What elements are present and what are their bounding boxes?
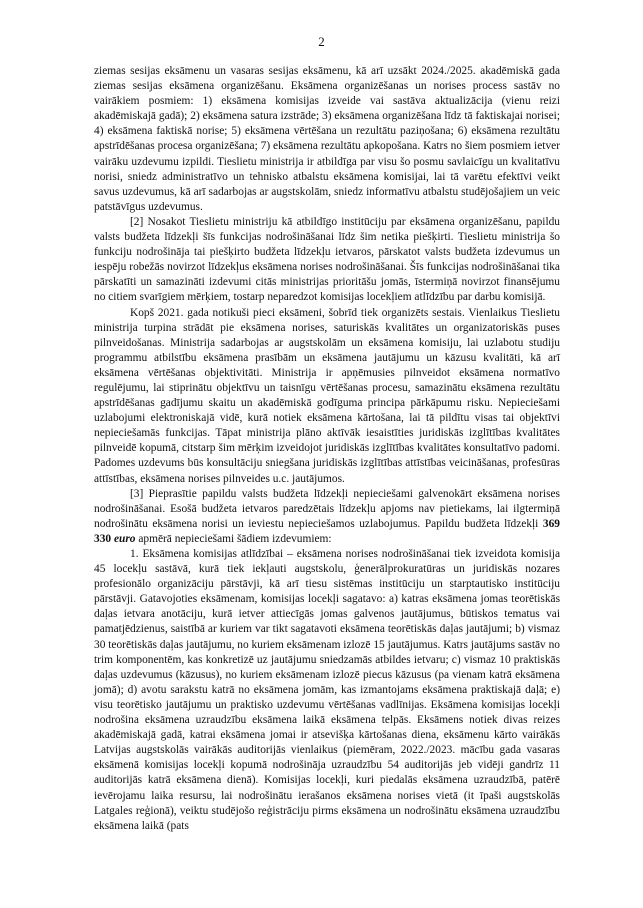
budget-amount: 369 330 [94,517,560,545]
paragraph-exam-improvements: Kopš 2021. gada notikuši pieci eksāmeni, šobrīd tiek organizēts sestais. Vienlaikus Tieslietu ministrija turpina strādāt pie eksāmena norises, saturiskās kvalitātes un organizatoriskās puses pilnveidošanas. Ministrija sadarbojas ar augstskolām un eksāmena komisiju, lai uzlabotu studiju programmu atbilstību eksāmena prasībām un eksāmena jautājumu un kāzusu kvalitāti, kā arī eksāmena vērtēšanas objektivitāti. Ministrija ir apņēmusies pilnveidot eksāmena normatīvo regulējumu, lai stiprinātu objektīvu un taisnīgu vērtēšanas procesu, samazinātu eksāmena rezultātu apstrīdēšanas gadījumu skaitu un akadēmiskā godīguma principa pārkāpumu risku. Nepieciešami uzlabojumi elektroniskajā vidē, kurā notiek eksāmena kārtošana, lai tā pildītu visas tai objektīvi nepieciešamās funkcijas. Tāpat ministrija plāno aktīvāk iesaistīties juridiskās izglītības kvalitātes pilnveidē kopumā, citstarp šim mērķim izveidojot juridiskās izglītības kvalitātes konsultatīvo padomi. Padomes uzdevums būs konsultāciju sniegšana juridiskās izglītības attīstības veicināšanas, profesūras attīstības, eksāmena norises pilnveides u.c. jautājumos. [94,306,560,485]
paragraph-3-budget-request [94,487,560,547]
document-body [94,64,560,834]
paragraph-commission-remuneration: 1. Eksāmena komisijas atlīdzībai – eksāmena norises nodrošināšanai tiek izveidota komisija 45 locekļu sastāvā, kurā tiek iekļauti augstskolu, ģenerālprokuratūras un juridiskās nozares profesionālo organizāciju pārstāvji, kā arī tiesu sistēmas institūciju un starptautisko institūciju pārstāvji. Gatavojoties eksāmenam, komisijas locekļi sagatavo: a) katras eksāmena jomas teorētiskās daļas ietvara anotāciju, kurā ietver attiecīgās jomas galvenos jautājumus, būtiskos tematus vai pamatjēdzienus, saistībā ar kuriem var tikt sagatavoti eksāmena teorētiskās daļas jautājumi; b) vismaz 30 teorētiskās daļas jautājumu, no kuriem eksāmenam izlozē 15 jautājumus. Katrs jautājums sastāv no trim komponentēm, kas konkretizē uz jautājumu sniedzamās atbildes ietvaru; c) vismaz 10 praktiskās daļas uzdevumus (kāzusus), no kuriem eksāmenam izlozē piecus kāzusus (pa vienam katrā eksāmena jomā); d) avotu sarakstu katrā no eksāmena jomām, kas izmantojams eksāmena praktiskajā daļā; e) visu teorētisko jautājumu un praktisko uzdevumu vērtēšanas vadlīnijas. Eksāmena komisijas locekļi nodrošina eksāmena uzraudzību eksāmena laikā eksāmena telpās. Eksāmens notiek divas reizes akadēmiskajā gadā, katrai eksāmena jomai ir atsevišķa kārtošanas diena, eksāmenu kārto vairākās Latvijas augstskolās vairākās auditorijās vienlaikus (piemēram, 2022./2023. mācību gada vasaras eksāmenā komisijas locekļi kopumā nodrošināja uzraudzību 54 auditorijās jeb vidēji gandrīz 11 auditorijās katrā eksāmena dienā). Komisijas locekļi, kuri piedalās eksāmena uzraudzībā, patērē ievērojamu laika resursu, lai nodrošinātu ierašanos eksāmena norises vietā (it īpaši augstskolās Latgales reģionā), veiktu studējošo reģistrāciju pirms eksāmena un nodrošinātu eksāmena uzraudzību eksāmena laikā (pats [94,548,560,832]
budget-request-tail: apmērā nepieciešami šādiem izdevumiem: [135,532,332,545]
budget-currency: euro [113,532,136,545]
budget-request-text: [3] Pieprasītie papildu valsts budžeta līdzekļi nepieciešami galvenokārt eksāmena norises nodrošināšanai. Esošā budžeta ietvaros paredzētais līdzekļu apjoms nav pietiekams, lai ilgtermiņā nodrošinātu eksāmena norisi un ieviestu nepieciešamos uzlabojumus. Papildu budžeta līdzekļi [94,487,560,530]
paragraph-exam-stages: ziemas sesijas eksāmenu un vasaras sesijas eksāmenu, kā arī uzsākt 2024./2025. akadēmiskā gada ziemas sesijas eksāmena organizēšanu. Eksāmena organizēšanas un norises process sastāv no vairākiem posmiem: 1) eksāmena komisijas izveide vai sastāva aktualizācija (vienu reizi akadēmiskajā gadā); 2) eksāmena satura izstrāde; 3) eksāmena organizēšana līdz tā faktiskajai norisei; 4) eksāmena faktiskā norise; 5) eksāmena vērtēšana un rezultātu paziņošana; 6) eksāmena rezultātu apstrīdēšanas procesa organizēšana; 7) eksāmena rezultātu apkopošana. Katrs no šiem posmiem ietver vairāku uzdevumu izpildi. Tieslietu ministrija ir atbildīga par visu šo posmu savlaicīgu un kvalitatīvu norisi, sniedz administratīvo un tehnisko atbalstu eksāmena komisijai, lai tā varētu efektīvi veikt savus uzdevumus, kā arī sadarbojas ar augstskolām, sniedz informatīvu atbalstu studējošajiem un veic patstāvīgus uzdevumus. [94,65,560,213]
page-number: 2 [318,34,325,49]
paragraph-2-funding-history: [2] Nosakot Tieslietu ministriju kā atbildīgo institūciju par eksāmena organizēšanu, papildu valsts budžeta līdzekļi šīs funkcijas nodrošināšanai līdz šim netika piešķirti. Tieslietu ministrija šo funkciju nodrošināja tai piešķirto budžeta līdzekļu ietvaros, pārskatot valsts budžeta izdevumus un iespēju robežās novirzot līdzekļus eksāmena norises nodrošināšanai. Šīs funkcijas nodrošināšanai tika pārskatīti un samazināti izdevumi citās ministrijas prioritāšu jomās, īstermiņā novirzot finansējumu no citiem svarīgiem mērķiem, tostarp neparedzot komisijas locekļiem atlīdzību par darbu komisijā. [94,215,560,304]
